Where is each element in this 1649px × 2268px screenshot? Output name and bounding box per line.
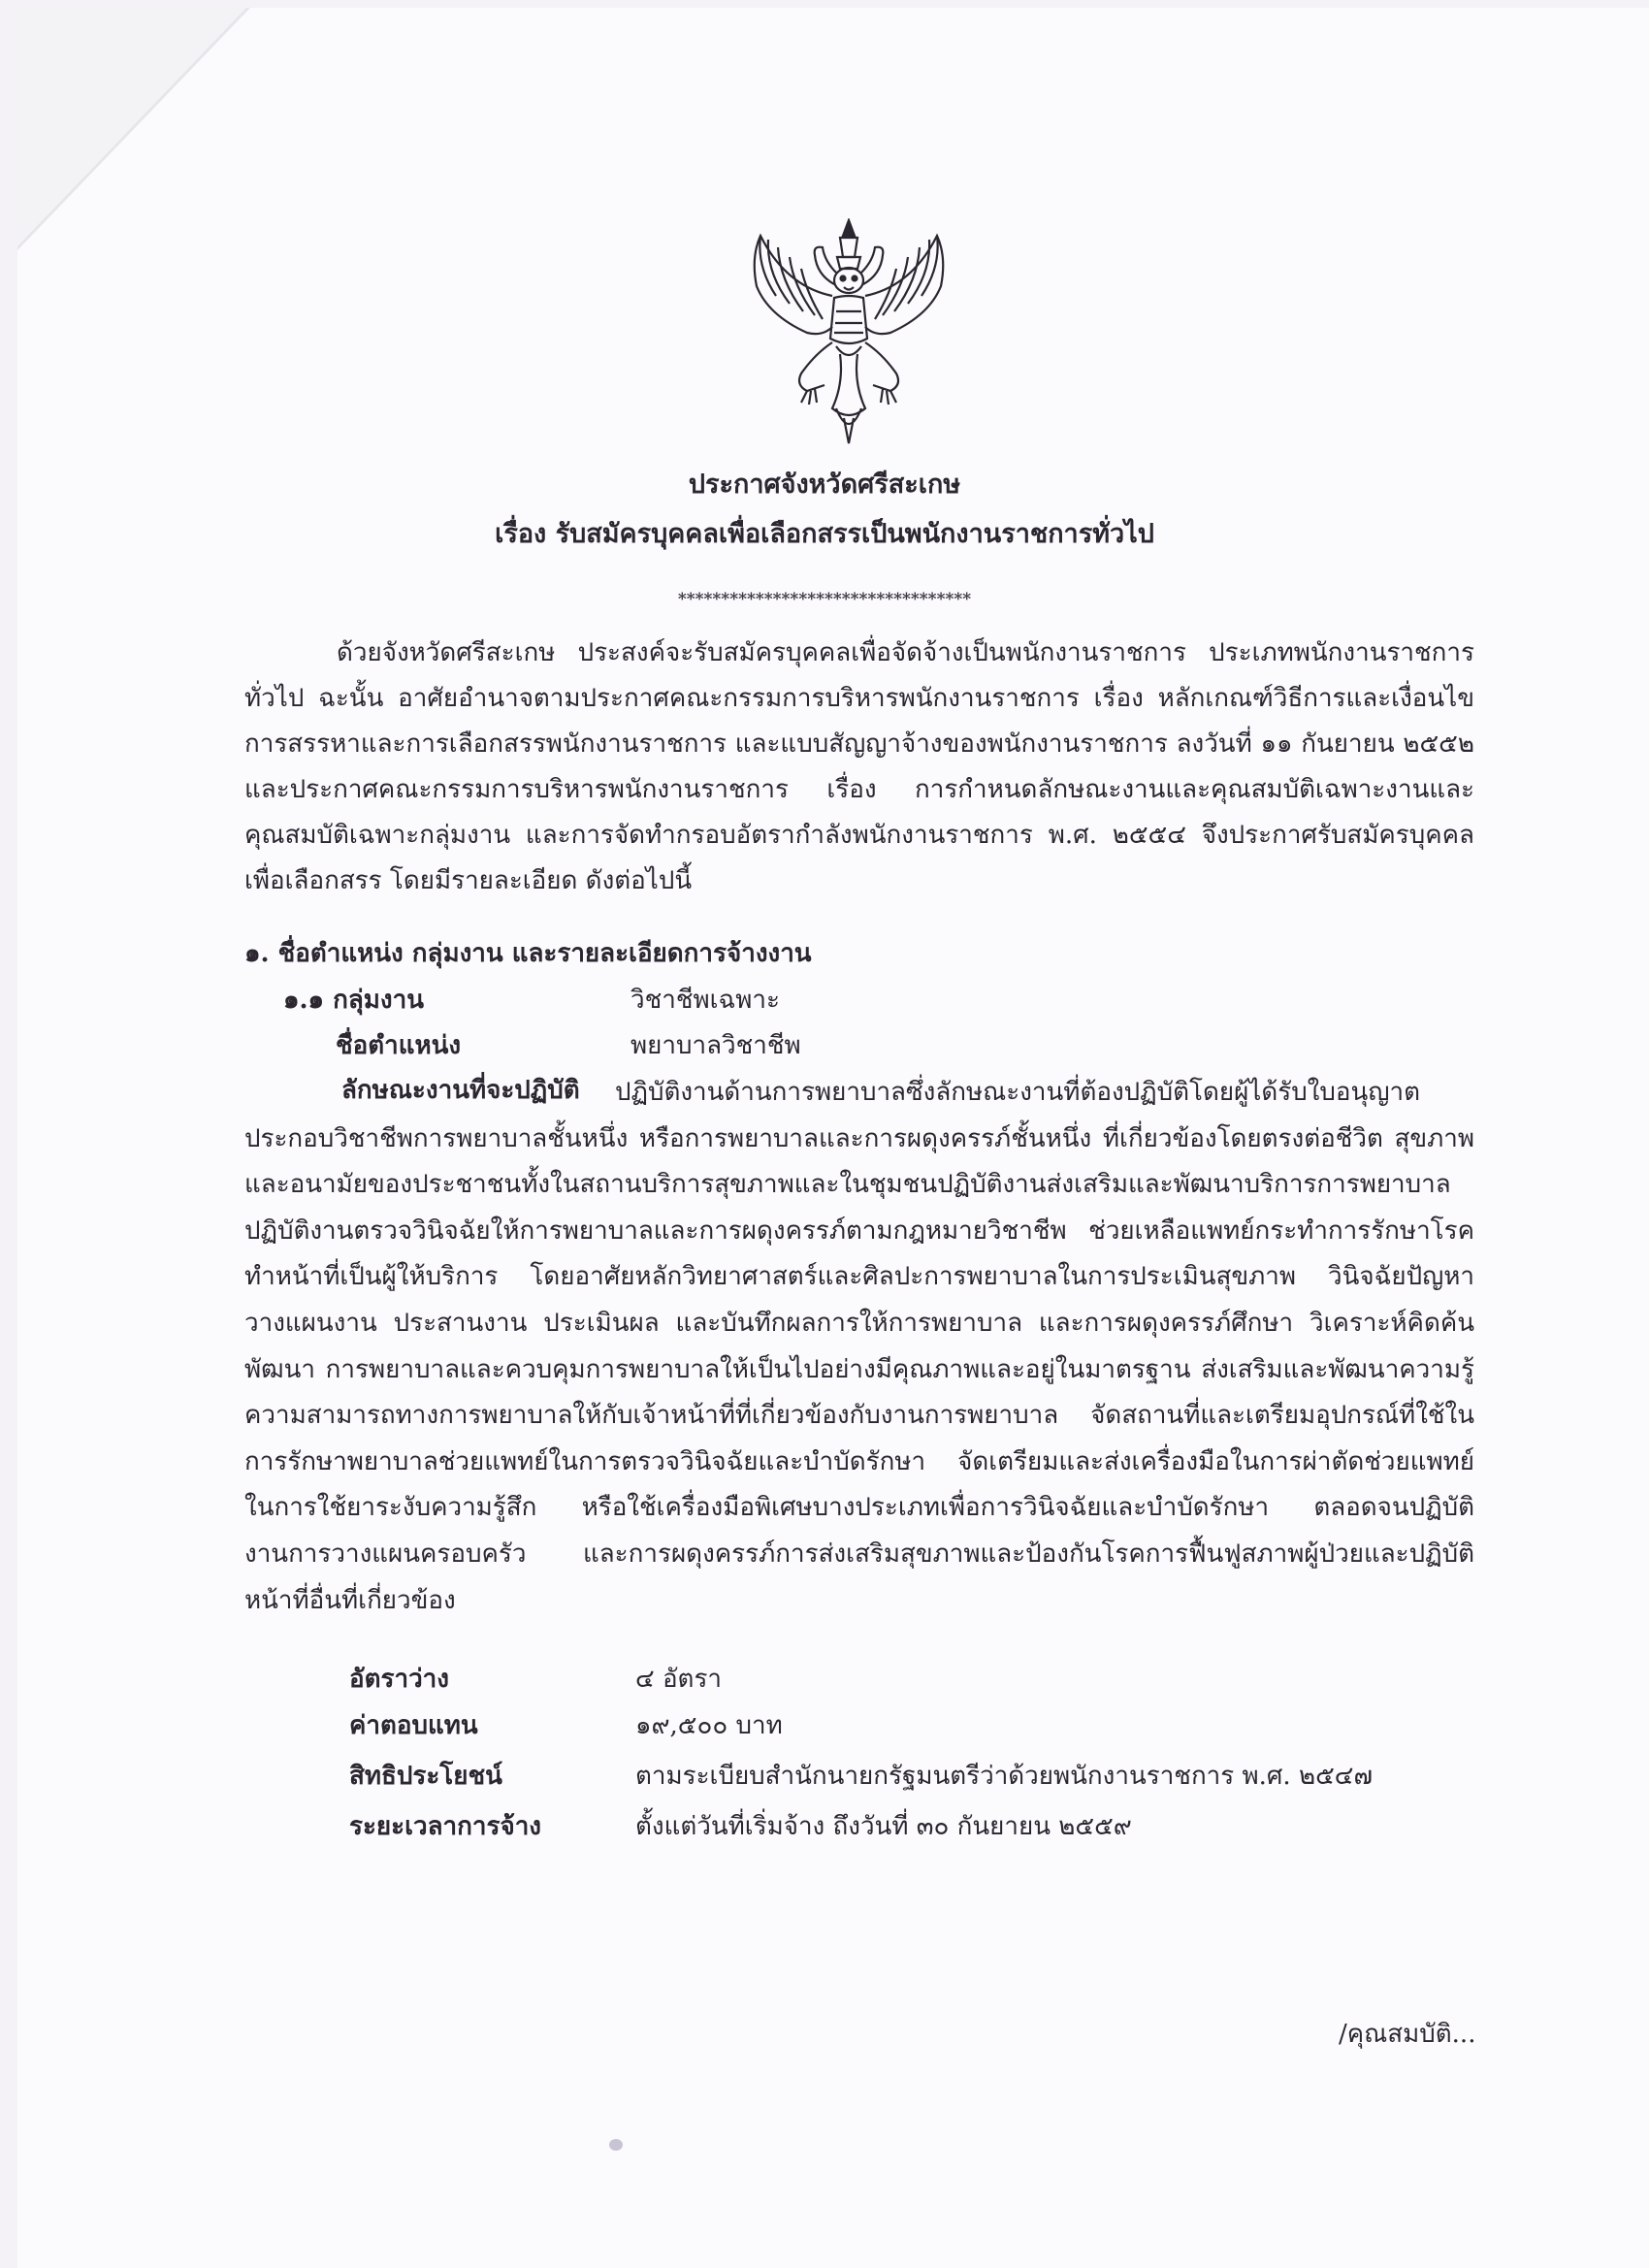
vacancy-label: อัตราว่าง <box>349 1665 449 1694</box>
duty-text: ปฏิบัติงานด้านการพยาบาลซึ่งลักษณะงานที่ต้องปฏิบัติโดยผู้ได้รับใบอนุญาตประกอบวิชาชีพการพยาบาลชั้นหนึ่ง หรือการพยาบาลและการผดุงครรภ์ชั้นหนึ่ง ที่เกี่ยวข้องโดยตรงต่อชีวิต สุขภาพ และอนามัยของประชาชนทั้งในสถานบริการสุขภาพและในชุมชนปฏิบัติงานส่งเสริมและพัฒนาบริการการพยาบาล ปฏิบัติงานตรวจวินิจฉัยให้การพยาบาลและการผดุงครรภ์ตามกฎหมายวิชาชีพ ช่วยเหลือแพทย์กระทำการรักษาโรค ทำหน้าที่เป็นผู้ให้บริการ โดยอาศัยหลักวิทยาศาสตร์และศิลปะการพยาบาลในการประเมินสุขภาพ วินิจฉัยปัญหา วางแผนงาน ประสานงาน ประเมินผล และบันทึกผลการให้การพยาบาล และการผดุงครรภ์ศึกษา วิเคราะห์คิดค้น พัฒนา การพยาบาลและควบคุมการพยาบาลให้เป็นไปอย่างมีคุณภาพและอยู่ในมาตรฐาน ส่งเสริมและพัฒนาความรู้ความสามารถทางการพยาบาลให้กับเจ้าหน้าที่ที่เกี่ยวข้องกับงานการพยาบาล จัดสถานที่และเตรียมอุปกรณ์ที่ใช้ในการรักษาพยาบาลช่วยแพทย์ในการตรวจวินิจฉัยและบำบัดรักษา จัดเตรียมและส่งเครื่องมือในการผ่าตัดช่วยแพทย์ในการใช้ยาระงับความรู้สึก หรือใช้เครื่องมือพิเศษบางประเภทเพื่อการวินิจฉัยและบำบัดรักษา ตลอดจนปฏิบัติงานการวางแผนครอบครัว และการผดุงครรภ์การส่งเสริมสุขภาพและป้องกันโรคการฟื้นฟูสภาพผู้ป่วยและปฏิบัติหน้าที่อื่นที่เกี่ยวข้อง <box>244 1078 1474 1615</box>
position-label: ชื่อตำแหน่ง <box>336 1031 462 1060</box>
benefit-label: สิทธิประโยชน์ <box>349 1762 502 1791</box>
scan-speck <box>609 2139 623 2151</box>
duty-label: ลักษณะงานที่จะปฏิบัติ <box>341 1076 580 1105</box>
document-subject: เรื่อง รับสมัครบุคคลเพื่อเลือกสรรเป็นพนักงานราชการทั่วไป <box>495 519 1154 549</box>
group-label: ๑.๑ กลุ่มงาน <box>283 986 424 1015</box>
folded-corner-inner <box>17 8 246 246</box>
document-title: ประกาศจังหวัดศรีสะเกษ <box>688 470 961 500</box>
pay-value: ๑๙,๕๐๐ บาท <box>635 1711 783 1740</box>
group-value: วิชาชีพเฉพาะ <box>630 986 780 1015</box>
term-value: ตั้งแต่วันที่เริ่มจ้าง ถึงวันที่ ๓๐ กันยายน ๒๕๕๙ <box>635 1812 1132 1841</box>
pay-label: ค่าตอบแทน <box>349 1711 478 1740</box>
position-value: พยาบาลวิชาชีพ <box>630 1031 801 1060</box>
duty-paragraph <box>244 1070 1474 1624</box>
section-1-heading: ๑. ชื่อตำแหน่ง กลุ่มงาน และรายละเอียดการจ้างงาน <box>244 939 812 968</box>
vacancy-value: ๔ อัตรา <box>635 1665 723 1694</box>
separator: ********************************** <box>677 590 972 609</box>
continued-marker: /คุณสมบัติ... <box>1339 2020 1476 2049</box>
term-label: ระยะเวลาการจ้าง <box>349 1812 541 1841</box>
intro-paragraph: ด้วยจังหวัดศรีสะเกษ ประสงค์จะรับสมัครบุคคลเพื่อจัดจ้างเป็นพนักงานราชการ ประเภทพนักงานราชการทั่วไป ฉะนั้น อาศัยอำนาจตามประกาศคณะกรรมการบริหารพนักงานราชการ เรื่อง หลักเกณฑ์วิธีการและเงื่อนไขการสรรหาและการเลือกสรรพนักงานราชการ และแบบสัญญาจ้างของพนักงานราชการ ลงวันที่ ๑๑ กันยายน ๒๕๕๒ และประกาศคณะกรรมการบริหารพนักงานราชการ เรื่อง การกำหนดลักษณะงานและคุณสมบัติเฉพาะงานและคุณสมบัติเฉพาะกลุ่มงาน และการจัดทำกรอบอัตรากำลังพนักงานราชการ พ.ศ. ๒๕๕๔ จึงประกาศรับสมัครบุคคลเพื่อเลือกสรร โดยมีรายละเอียด ดังต่อไปนี้ <box>244 638 1474 895</box>
benefit-value: ตามระเบียบสำนักนายกรัฐมนตรีว่าด้วยพนักงานราชการ พ.ศ. ๒๕๔๗ <box>635 1762 1373 1791</box>
garuda-emblem-icon <box>747 218 951 446</box>
